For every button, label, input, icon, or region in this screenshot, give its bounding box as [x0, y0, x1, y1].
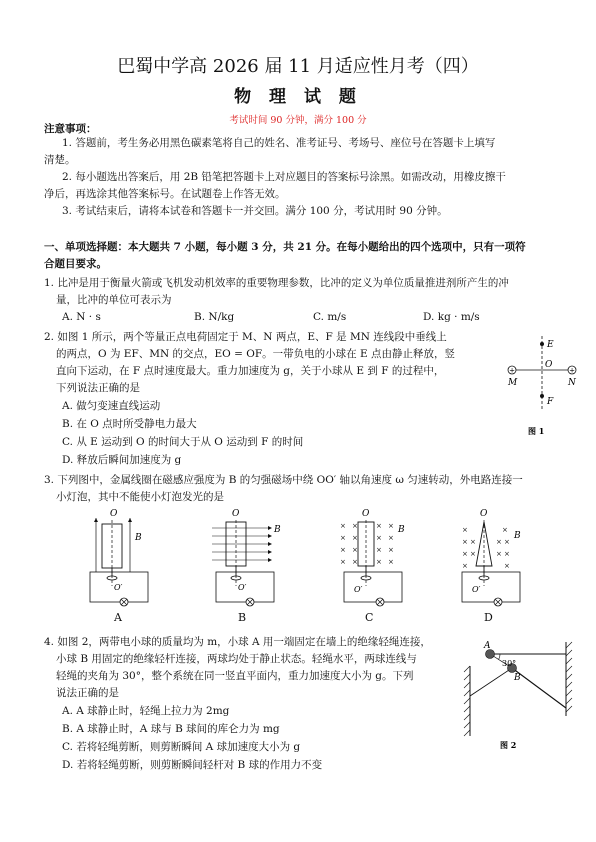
notice-item-3: 3. 考试结束后，请将本试卷和答题卡一并交回。满分 100 分，考试用时 90 分钟。: [62, 205, 448, 217]
figure-2-spheres-diagram: [460, 636, 580, 756]
point-f: [540, 394, 544, 398]
q2-stem-line3: 直向下运动，在 F 点时速度最大。重力加速度为 g，关于小球从 E 到 F 的过程中，: [56, 365, 445, 377]
notice-item-1-cont: 清楚。: [44, 154, 76, 166]
label-n: N: [568, 378, 576, 388]
svg-text:×: ×: [504, 550, 510, 558]
q3b-label-o: O: [232, 509, 240, 519]
q2-stem-line4: 下列说法正确的是: [56, 382, 140, 394]
q3b-label-o-prime: O′: [238, 583, 247, 592]
q3-figure-b: [206, 506, 290, 612]
q2-option-a: A. 做匀变速直线运动: [62, 400, 161, 412]
q3-stem: 3. 下列图中，金属线圈在磁感应强度为 B 的匀强磁场中绕 OO′ 轴以角速度 ω 匀速转动，外电路连接一: [44, 474, 523, 486]
q3a-label-o: O: [110, 509, 118, 519]
q3-figure-a: [86, 506, 166, 612]
svg-text:×: ×: [376, 522, 382, 530]
external-circuit: [344, 572, 402, 602]
section1-heading: 一、单项选择题：本大题共 7 小题，每小题 3 分，共 21 分。在每小题给出的四个选项中，只有一项符: [44, 241, 526, 253]
q3c-label-o: O: [362, 509, 370, 519]
svg-text:×: ×: [504, 562, 510, 570]
q3b-label-b: B: [274, 525, 281, 535]
svg-text:×: ×: [388, 534, 394, 542]
wall-hatching: [464, 666, 470, 736]
q4-option-a: A. A 球静止时，轻绳上拉力为 2mg: [62, 705, 230, 717]
q3-figure-c: [330, 506, 414, 612]
q2-option-d: D. 释放后瞬间加速度为 g: [62, 454, 182, 466]
notice-heading: 注意事项：: [44, 123, 97, 135]
svg-text:×: ×: [376, 546, 382, 554]
svg-text:×: ×: [352, 522, 358, 530]
q1-option-a: A. N · s: [62, 311, 101, 323]
q1-stem: 1. 比冲是用于衡量火箭或飞机发动机效率的重要物理参数，比冲的定义为单位质量推进剂所产生的冲: [44, 277, 509, 289]
q3a-label-b: B: [135, 533, 142, 543]
q4-option-c: C. 若将轻绳剪断，则剪断瞬间 A 球加速度大小为 g: [62, 741, 301, 753]
label-o: O: [545, 360, 553, 370]
svg-text:×: ×: [388, 522, 394, 530]
q1-option-d: D. kg · m/s: [423, 311, 480, 323]
svg-text:×: ×: [504, 538, 510, 546]
q3-figure-d: [454, 506, 538, 612]
q3-figure-a-letter: A: [114, 611, 122, 624]
q2-stem-line1: 2. 如图 1 所示，两个等量正点电荷固定于 M、N 两点，E、F 是 MN 连线段中垂线上: [44, 331, 447, 343]
svg-text:×: ×: [340, 558, 346, 566]
q3c-label-o-prime: O′: [354, 585, 363, 594]
svg-text:×: ×: [496, 550, 502, 558]
svg-text:×: ×: [388, 558, 394, 566]
svg-text:+: +: [569, 366, 575, 375]
q1-option-c: C. m/s: [313, 311, 347, 323]
notice-item-2-cont: 净后，再选涂其他答案标号。在试题卷上作答无效。: [44, 188, 286, 200]
svg-text:×: ×: [340, 534, 346, 542]
svg-text:×: ×: [462, 562, 468, 570]
q4-stem-line2: 小球 B 用固定的绝缘轻杆连接，两球均处于静止状态。轻绳水平，两球连线与: [56, 653, 417, 665]
q2-stem-line2: 的两点，O 为 EF、MN 的交点，EO = OF。一带负电的小球在 E 点由静止释放，竖: [56, 348, 455, 360]
q4-option-b: B. A 球静止时，A 球与 B 球间的库仑力为 mg: [62, 723, 280, 735]
q3a-label-o-prime: O′: [114, 583, 123, 592]
figure-1-charges-diagram: [498, 330, 584, 440]
q4-stem-line4: 说法正确的是: [56, 687, 119, 699]
label-angle: 30°: [502, 659, 517, 668]
figure-2-caption: 图 2: [500, 740, 517, 750]
svg-text:×: ×: [502, 526, 508, 534]
q4-option-d: D. 若将轻绳剪断，则剪断瞬间轻杆对 B 球的作用力不变: [62, 759, 323, 771]
q3d-label-o: O: [480, 509, 488, 519]
svg-text:×: ×: [462, 538, 468, 546]
rod-left: [470, 668, 512, 696]
svg-text:+: +: [509, 366, 515, 375]
field-into-page: [340, 522, 394, 566]
figure-1-caption: 图 1: [528, 426, 545, 436]
svg-text:×: ×: [388, 546, 394, 554]
q2-option-b: B. 在 O 点时所受静电力最大: [62, 418, 197, 430]
q3-figure-d-letter: D: [484, 611, 493, 624]
svg-text:×: ×: [376, 534, 382, 542]
svg-text:×: ×: [352, 546, 358, 554]
wall-hatching: [566, 642, 572, 712]
q1-stem-cont: 量，比冲的单位可表示为: [56, 294, 172, 306]
q3d-label-o-prime: O′: [472, 585, 481, 594]
external-circuit: [462, 572, 520, 602]
point-e: [540, 342, 544, 346]
svg-text:×: ×: [496, 538, 502, 546]
q3-figure-b-letter: B: [238, 611, 247, 624]
q4-stem-line3: 轻绳的夹角为 30°，整个系统在同一竖直平面内，重力加速度大小为 g。下列: [56, 670, 414, 682]
svg-text:×: ×: [470, 550, 476, 558]
svg-text:×: ×: [340, 546, 346, 554]
label-a: A: [484, 641, 491, 651]
q4-stem-line1: 4. 如图 2，两带电小球的质量均为 m，小球 A 用一端固定在墙上的绝缘轻绳连接，: [44, 636, 431, 648]
svg-text:×: ×: [376, 558, 382, 566]
label-b: B: [514, 673, 521, 683]
svg-text:×: ×: [462, 526, 468, 534]
svg-text:×: ×: [462, 550, 468, 558]
svg-text:×: ×: [352, 534, 358, 542]
q3-figure-c-letter: C: [365, 611, 374, 624]
q3d-label-b: B: [514, 531, 521, 541]
time-note: 考试时间 90 分钟，满分 100 分: [229, 115, 367, 126]
section1-heading-cont: 合题目要求。: [44, 258, 107, 270]
q3-stem-cont: 小灯泡，其中不能使小灯泡发光的是: [56, 491, 224, 503]
subject-title: 物 理 试 题: [234, 87, 362, 107]
label-f: F: [547, 397, 554, 407]
notice-item-2: 2. 每小题选出答案后，用 2B 铅笔把答题卡上对应题目的答案标号涂黑。如需改动，用橡皮擦干: [62, 171, 506, 183]
q1-option-b: B. N/kg: [194, 311, 235, 323]
svg-text:×: ×: [340, 522, 346, 530]
triangular-coil: [476, 522, 492, 566]
q3c-label-b: B: [398, 525, 405, 535]
svg-text:×: ×: [470, 538, 476, 546]
exam-title: 巴蜀中学高 2026 届 11 月适应性月考（四）: [117, 56, 479, 77]
svg-text:×: ×: [352, 558, 358, 566]
notice-item-1: 1. 答题前，考生务必用黑色碳素笔将自己的姓名、准考证号、考场号、座位号在答题卡上填写: [62, 137, 496, 149]
coil: [358, 522, 374, 566]
label-m: M: [508, 378, 518, 388]
label-e: E: [547, 340, 554, 350]
q2-option-c: C. 从 E 运动到 O 的时间大于从 O 运动到 F 的时间: [62, 436, 304, 448]
